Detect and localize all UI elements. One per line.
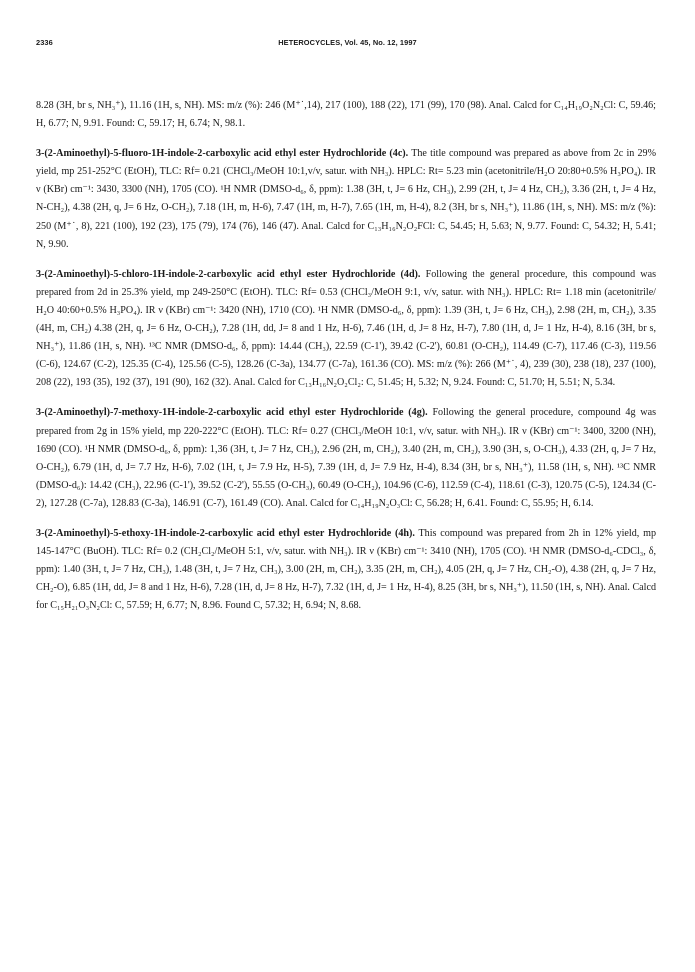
compound-title-4h: 3-(2-Aminoethyl)-5-ethoxy-1H-indole-2-carboxylic acid ethyl ester Hydrochloride (4h). bbox=[36, 527, 415, 539]
journal-running-head: HETEROCYCLES, Vol. 45, No. 12, 1997 bbox=[278, 38, 417, 47]
paragraph-body: This compound was prepared from 2h in 12% yield, mp 145-147°C (BuOH). TLC: Rf= 0.2 (CH₂Cl₂/MeOH 5:1, v/v, satur. with NH₃). IR ν (KBr) cm⁻¹: 3410 (NH), 1705 (CO). ¹H NMR (DMSO-d₆-CDCl₃, δ, ppm): 1.40 (3H, t, J= 7 Hz, CH₃), 1.48 (3H, t, J= 7 Hz, CH₃), 3.00 (2H, m, CH₂), 3.35 (2H, m, CH₂), 4.05 (2H, q, J= 7 Hz, CH₂-O), 4.38 (2H, q, J= 7 Hz, CH₂-O), 6.85 (1H, dd, J= 8 and 1 Hz, H-6), 7.28 (1H, d, J= 8 Hz, H-7), 7.32 (1H, d, J= 1 Hz, H-4), 8.25 (3H, br s, NH₃⁺), 11.50 (1H, s, NH). Anal. Calcd for C₁₅H₂₁O₃N₂Cl: C, 57.59; H, 6.77; N, 8.96. Found C, 57.32; H, 6.94; N, 8.68. bbox=[36, 527, 656, 612]
paragraph-compound-4h bbox=[36, 525, 656, 615]
page-number: 2336 bbox=[36, 38, 53, 47]
compound-title-4d: 3-(2-Aminoethyl)-5-chloro-1H-indole-2-carboxylic acid ethyl ester Hydrochloride (4d). bbox=[36, 268, 421, 280]
article-body bbox=[36, 97, 656, 627]
page-header bbox=[36, 38, 659, 52]
paragraph-compound-4c bbox=[36, 145, 656, 254]
paragraph-body: The title compound was prepared as above from 2c in 29% yield, mp 251-252°C (EtOH), TLC: Rf= 0.21 (CHCl₃/MeOH 10:1,v/v, satur. with NH₃). HPLC: Rt= 5.23 min (acetonitrile/H₂O 20:80+0.5% H₃PO₄). IR ν (KBr) cm⁻¹: 3430, 3300 (NH), 1705 (CO). ¹H NMR (DMSO-d₆, δ, ppm): 1.38 (3H, t, J= 6 Hz, CH₃), 2.99 (2H, t, J= 4 Hz, CH₂), 3.36 (2H, t, J= 4 Hz, N-CH₂), 4.38 (2H, q, J= 6 Hz, O-CH₂), 7.18 (1H, m, H-6), 7.47 (1H, m, H-7), 7.65 (1H, m, H-4), 8.2 (3H, br s, NH₃⁺), 11.86 (1H, s, NH). MS: m/z (%): 250 (M⁺˙, 8), 221 (100), 192 (23), 175 (79), 174 (76), 146 (47). Anal. Calcd for C₁₃H₁₆N₂O₂FCl: C, 54.45; H, 5.63; N, 9.77. Found: C, 54.32; H, 5.41; N, 9.90. bbox=[36, 148, 657, 250]
compound-title-4g: 3-(2-Aminoethyl)-7-methoxy-1H-indole-2-carboxylic acid ethyl ester Hydrochloride (4g). bbox=[36, 407, 428, 419]
paragraph-continuation bbox=[36, 97, 656, 133]
paragraph-compound-4g bbox=[36, 404, 656, 513]
compound-title-4c: 3-(2-Aminoethyl)-5-fluoro-1H-indole-2-carboxylic acid ethyl ester Hydrochloride (4c). bbox=[36, 148, 409, 160]
paragraph-body: Following the general procedure, this compound was prepared from 2d in 25.3% yield, mp 249-250°C (EtOH). TLC: Rf= 0.53 (CHCl₃/MeOH 9:1, v/v, satur. with NH₃). HPLC: Rt= 1.18 min (acetonitrile/ H₂O 40:60+0.5% H₃PO₄). IR ν (KBr) cm⁻¹: 3420 (NH), 1710 (CO). ¹H NMR (DMSO-d₆, δ, ppm): 1.39 (3H, t, J= 6 Hz, CH₃), 2.98 (2H, m, CH₂), 3.35 (4H, m, CH₂) 4.38 (2H, q, J= 6 Hz, O-CH₂), 7.28 (1H, dd, J= 8 and 1 Hz, H-6), 7.46 (1H, d, J= 8 Hz, H-7), 7.80 (1H, d, J= 1 Hz, H-4), 8.16 (3H, br s, NH₃⁺), 11.86 (1H, s, NH). ¹³C NMR (DMSO-d₆, δ, ppm): 14.44 (CH₃), 22.59 (C-1'), 39.42 (C-2'), 60.81 (O-CH₂), 114.49 (C-7), 117.46 (C-3), 119.56 (C-6), 124.67 (C-2), 125.35 (C-4), 125.56 (C-5), 128.26 (C-3a), 134.77 (C-7a), 161.36 (CO). MS: m/z (%): 266 (M⁺˙, 4), 239 (30), 238 (18), 237 (100), 208 (22), 193 (35), 192 (37), 191 (90), 162 (32). Anal. Calcd for C₁₃H₁₆N₂O₂Cl₂: C, 51.45; H, 5.32; N, 9.24. Found: C, 51.70; H, 5.51; N, 5.34. bbox=[36, 268, 657, 389]
paragraph-compound-4d bbox=[36, 266, 656, 393]
paragraph-body: 8.28 (3H, br s, NH₃⁺), 11.16 (1H, s, NH). MS: m/z (%): 246 (M⁺˙,14), 217 (100), 188 (22), 171 (99), 170 (98). Anal. Calcd for C₁₄H₁₉O₂N₂Cl: C, 59.46; H, 6.77; N, 9.91. Found: C, 59.17; H, 6.74; N, 98.1. bbox=[36, 100, 656, 130]
paragraph-body: Following the general procedure, compound 4g was prepared from 2g in 15% yield, mp 220-222°C (EtOH). TLC: Rf= 0.27 (CHCl₃/MeOH 10:1, v/v, satur. with NH₃). IR ν (KBr) cm⁻¹: 3400, 3200 (NH), 1690 (CO). ¹H NMR (DMSO-d₆, δ, ppm): 1,36 (3H, t, J= 7 Hz, CH₃), 2.96 (2H, m, CH₂), 3.40 (2H, m, CH₂), 3.90 (3H, s, O-CH₃), 4.33 (2H, q, J= 7 Hz, O-CH₂), 6.79 (1H, d, J= 7.7 Hz, H-6), 7.02 (1H, t, J= 7.9 Hz, H-5), 7.39 (1H, d, J= 7.9 Hz, H-4), 8.34 (3H, br s, NH₃⁺), 11.58 (1H, s, NH). ¹³C NMR (DMSO-d₆): 14.42 (CH₃), 22.96 (C-1'), 39.52 (C-2'), 55.55 (O-CH₃), 60.49 (O-CH₂), 104.96 (C-6), 112.59 (C-4), 118.61 (C-3), 120.75 (C-5), 124.34 (C-2), 127.28 (C-7a), 128.83 (C-3a), 146.91 (C-7), 161.49 (CO). Anal. Calcd for C₁₄H₁₉N₂O₃Cl: C, 56.28; H, 6.41. Found: C, 55.95; H, 6.14. bbox=[36, 407, 656, 509]
